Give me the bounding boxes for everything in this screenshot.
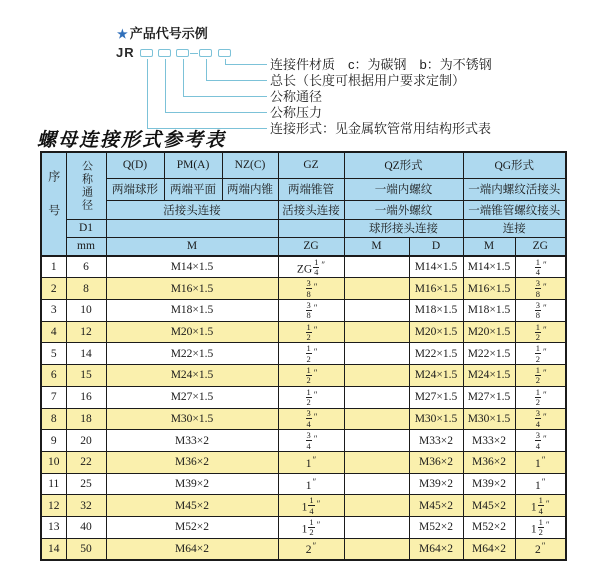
star-icon: ★ [117,27,128,41]
header-unit-qg-zg: ZG [515,237,566,256]
code-label-length: 总长（长度可根据用户要求定制） [270,72,466,88]
qg-m-cell: M14×1.5 [463,256,515,278]
qg-zg-cell: 2″ [515,538,566,560]
qg-zg-cell: $\frac{1}{2}$ ″ [515,343,566,365]
qg-zg-cell: $\frac{3}{4}$ ″ [515,430,566,452]
header-conn2-qz: 球形接头连接 [344,219,463,237]
table-row [41,278,566,300]
qz-d-cell: M20×1.5 [409,321,463,343]
qz-d-cell: M52×2 [409,517,463,539]
header-desc-pma: 两端平面 [164,178,222,200]
row-no-cell: 5 [41,343,66,365]
header-form-nzc: NZ(C) [222,152,278,178]
gz-zg-cell: $\frac{1}{2}$ ″ [278,386,344,408]
qg-zg-cell: $\frac{3}{4}$ ″ [515,408,566,430]
row-no-cell: 4 [41,321,66,343]
header-conn2-qg: 连接 [463,219,566,237]
code-box [158,49,171,57]
header-form-qd: Q(D) [106,152,164,178]
qg-zg-cell: $\frac{3}{8}$ ″ [515,299,566,321]
qg-m-cell: M24×1.5 [463,365,515,387]
row-no-cell: 1 [41,256,66,278]
qz-d-cell: M14×1.5 [409,256,463,278]
header-desc-qd: 两端球形 [106,178,164,200]
thread-m-cell: M18×1.5 [106,299,278,321]
table-row [41,386,566,408]
nominal-dn-cell: 6 [66,256,106,278]
qg-m-cell: M36×2 [463,451,515,473]
gz-zg-cell: 1″ [278,473,344,495]
reference-table [40,151,567,561]
header-unit-qz-d: D [409,237,463,256]
nominal-dn-cell: 25 [66,473,106,495]
header-unit-zg: ZG [278,237,344,256]
header-desc-qg: 一端内螺纹活接头 [463,178,566,200]
row-no-cell: 12 [41,495,66,517]
thread-m-cell: M39×2 [106,473,278,495]
row-no-cell: 6 [41,365,66,387]
thread-m-cell: M22×1.5 [106,343,278,365]
qz-m-cell [344,278,409,300]
qg-zg-cell: 1 $\frac{1}{2}$ ″ [515,517,566,539]
header-dn: 公称通径 [66,152,106,219]
table-title: 螺母连接形式参考表 [37,130,227,151]
row-no-cell: 11 [41,473,66,495]
header-unit-qz-m: M [344,237,409,256]
qz-d-cell: M27×1.5 [409,386,463,408]
table-row [41,365,566,387]
header-unit-m: M [106,237,278,256]
nominal-dn-cell: 16 [66,386,106,408]
thread-m-cell: M52×2 [106,517,278,539]
diagram-heading [117,23,208,42]
gz-zg-cell: 2″ [278,538,344,560]
qz-d-cell: M18×1.5 [409,299,463,321]
code-box [199,49,212,57]
code-label-material: 连接件材质 c：为碳钢 b：为不锈钢 [270,56,492,72]
gz-zg-cell: $\frac{1}{2}$ ″ [278,321,344,343]
qg-zg-cell: $\frac{3}{8}$ ″ [515,278,566,300]
header-unit-qg-m: M [463,237,515,256]
qz-d-cell: M33×2 [409,430,463,452]
qz-d-cell: M64×2 [409,538,463,560]
qz-d-cell: M16×1.5 [409,278,463,300]
qg-zg-cell: 1″ [515,473,566,495]
header-desc-nzc: 两端内锥 [222,178,278,200]
qz-d-cell: M39×2 [409,473,463,495]
row-no-cell: 10 [41,451,66,473]
qz-m-cell [344,430,409,452]
qg-m-cell: M20×1.5 [463,321,515,343]
qg-m-cell: M22×1.5 [463,343,515,365]
nominal-dn-cell: 20 [66,430,106,452]
table-row [41,299,566,321]
row-no-cell: 8 [41,408,66,430]
row-no-cell: 7 [41,386,66,408]
qg-m-cell: M27×1.5 [463,386,515,408]
qg-zg-cell: 1″ [515,451,566,473]
qz-m-cell [344,451,409,473]
nominal-dn-cell: 8 [66,278,106,300]
code-box [218,49,231,57]
row-no-cell: 13 [41,517,66,539]
header-conn-qg: 一端锥管螺纹接头 [463,200,566,219]
qz-d-cell: M22×1.5 [409,343,463,365]
thread-m-cell: M36×2 [106,451,278,473]
qz-m-cell [344,256,409,278]
gz-zg-cell: ZG $\frac{1}{4}$ ″ [278,256,344,278]
qg-m-cell: M16×1.5 [463,278,515,300]
nominal-dn-cell: 15 [66,365,106,387]
table-row [41,408,566,430]
header-form-gz: GZ [278,152,344,178]
code-box [176,49,189,57]
table-row [41,517,566,539]
gz-zg-cell: 1 $\frac{1}{2}$ ″ [278,517,344,539]
code-label-diameter: 公称通径 [270,88,323,104]
gz-zg-cell: 1″ [278,451,344,473]
thread-m-cell: M45×2 [106,495,278,517]
gz-zg-cell: $\frac{1}{2}$ ″ [278,343,344,365]
header-mm: mm [66,237,106,256]
thread-m-cell: M24×1.5 [106,365,278,387]
qg-m-cell: M45×2 [463,495,515,517]
qg-m-cell: M52×2 [463,517,515,539]
code-label-pressure: 公称压力 [270,104,323,120]
thread-m-cell: M30×1.5 [106,408,278,430]
gz-zg-cell: $\frac{1}{2}$ ″ [278,365,344,387]
header-d1: D1 [66,219,106,237]
qz-m-cell [344,386,409,408]
table-row [41,451,566,473]
qg-m-cell: M18×1.5 [463,299,515,321]
code-prefix: JR [116,45,135,60]
header-conn-union: 活接头连接 [106,200,278,219]
qz-m-cell [344,365,409,387]
row-no-cell: 2 [41,278,66,300]
qg-zg-cell: 1 $\frac{1}{4}$ ″ [515,495,566,517]
thread-m-cell: M64×2 [106,538,278,560]
gz-zg-cell: 1 $\frac{1}{4}$ ″ [278,495,344,517]
table-row [41,321,566,343]
table-row [41,256,566,278]
code-label-connection: 连接形式：见金属软管常用结构形式表 [270,120,492,136]
qg-zg-cell: $\frac{1}{2}$ ″ [515,386,566,408]
qg-zg-cell: $\frac{1}{2}$ ″ [515,321,566,343]
header-conn-gz: 活接头连接 [278,200,344,219]
qz-m-cell [344,408,409,430]
gz-zg-cell: $\frac{3}{4}$ ″ [278,408,344,430]
header-blank [278,219,344,237]
code-dash [190,53,198,54]
qz-d-cell: M24×1.5 [409,365,463,387]
qz-m-cell [344,517,409,539]
table-row [41,538,566,560]
qz-m-cell [344,495,409,517]
qz-d-cell: M45×2 [409,495,463,517]
qg-m-cell: M39×2 [463,473,515,495]
table-row [41,495,566,517]
nominal-dn-cell: 18 [66,408,106,430]
diagram-heading-text: 产品代号示例 [129,26,208,41]
thread-m-cell: M20×1.5 [106,321,278,343]
qz-m-cell [344,343,409,365]
qz-d-cell: M30×1.5 [409,408,463,430]
table-row [41,473,566,495]
qg-m-cell: M64×2 [463,538,515,560]
qg-zg-cell: $\frac{1}{2}$ ″ [515,365,566,387]
nominal-dn-cell: 14 [66,343,106,365]
qg-m-cell: M30×1.5 [463,408,515,430]
header-conn-qz: 一端外螺纹 [344,200,463,219]
header-desc-qz: 一端内螺纹 [344,178,463,200]
row-no-cell: 3 [41,299,66,321]
table-row [41,430,566,452]
qg-m-cell: M33×2 [463,430,515,452]
qz-m-cell [344,299,409,321]
qz-m-cell [344,321,409,343]
row-no-cell: 9 [41,430,66,452]
thread-m-cell: M33×2 [106,430,278,452]
header-blank [106,219,278,237]
nominal-dn-cell: 40 [66,517,106,539]
header-form-qz: QZ形式 [344,152,463,178]
header-form-pma: PM(A) [164,152,222,178]
thread-m-cell: M14×1.5 [106,256,278,278]
row-no-cell: 14 [41,538,66,560]
nominal-dn-cell: 50 [66,538,106,560]
header-seq: 序号 [41,152,66,256]
qz-m-cell [344,538,409,560]
gz-zg-cell: $\frac{3}{4}$ ″ [278,430,344,452]
qz-d-cell: M36×2 [409,451,463,473]
connector-line [225,59,267,65]
gz-zg-cell: $\frac{3}{8}$ ″ [278,299,344,321]
table-row [41,343,566,365]
header-desc-gz: 两端锥管 [278,178,344,200]
header-form-qg: QG形式 [463,152,566,178]
nominal-dn-cell: 22 [66,451,106,473]
qz-m-cell [344,473,409,495]
thread-m-cell: M16×1.5 [106,278,278,300]
thread-m-cell: M27×1.5 [106,386,278,408]
nominal-dn-cell: 32 [66,495,106,517]
nominal-dn-cell: 12 [66,321,106,343]
nominal-dn-cell: 10 [66,299,106,321]
qg-zg-cell: $\frac{1}{4}$ ″ [515,256,566,278]
code-box [140,49,153,57]
gz-zg-cell: $\frac{3}{8}$ ″ [278,278,344,300]
